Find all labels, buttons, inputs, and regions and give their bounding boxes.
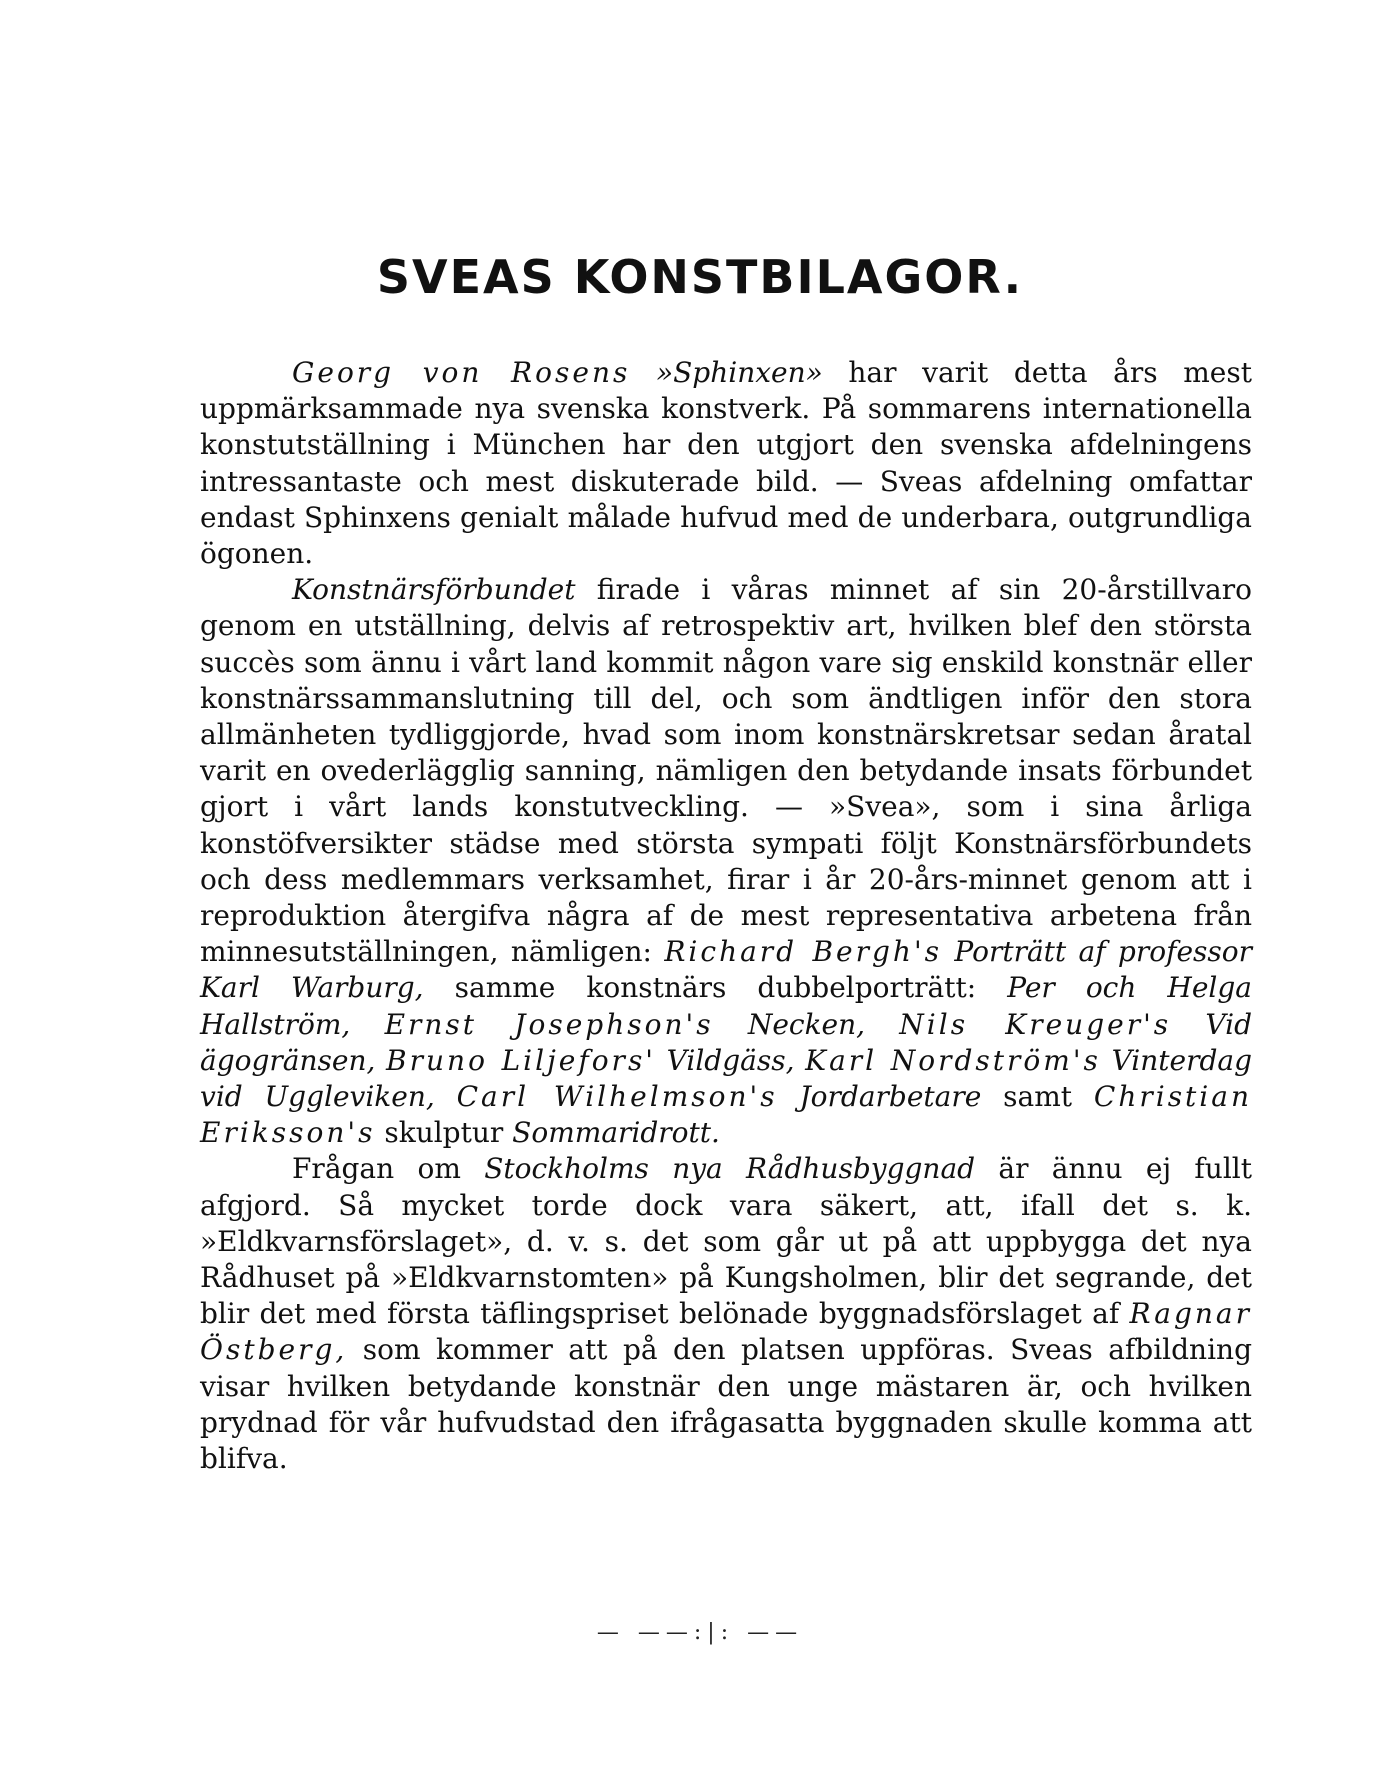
building-name: Stockholms nya Rådhusbyggnad: [484, 1152, 976, 1186]
artist-name: Christian Eriksson's: [200, 1080, 1252, 1150]
artwork-title: »Sphinxen»: [655, 356, 823, 389]
artist-name: Carl Wilhelmson's: [456, 1080, 778, 1114]
paragraph-text: har varit detta års mest uppmärksammade nya svenska konstverk. På sommarens internationella konstutställning i München har den utgjort den svenska afdelningens intressantaste och mest diskuterade bild. — Sveas afdelning omfattar endast Sphinxens genialt målade hufvud med de underbara, outgrundliga ögonen.: [200, 356, 1252, 571]
artwork-title: Vildgäss,: [666, 1043, 795, 1077]
paragraph-text: firade i våras minnet af sin 20-årstillvaro genom en utställning, delvis af retrospektiv art, hvilken blef den största succès som ännu i vårt land kommit någon vare sig enskild konstnär eller konstnärssammanslutning till del, och som ändtligen inför den stora allmänheten tydliggjorde, hvad som inom konstnärskretsar sedan åratal varit en ovederlägglig sanning, nämligen den betydande insats förbundet gjort i vårt lands konstutveckling. — »Svea», som i sina årliga konstöfversikter städse med största sympati följt Konstnärsförbundets och dess medlemmars verksamhet, firar i år 20-års-minnet genom att i reproduktion återgifva några af de mest representativa arbetena från minnesutställningen, nämligen:: [200, 573, 1252, 969]
section-ornament: — ——:|: ——: [596, 1620, 804, 1645]
paragraph-konstnarsforbundet: [200, 572, 1252, 1151]
paragraph-text: samme konstnärs dubbelporträtt:: [423, 971, 1008, 1005]
artwork-title: Vinterdag vid Uggleviken,: [200, 1043, 1253, 1114]
artwork-title: Sommaridrott.: [512, 1116, 720, 1150]
paragraph-text: är ännu ej fullt afgjord. Så mycket torde dock vara säkert, att, ifall det s. k. »Eldkvarnsförslaget», d. v. s. det som går ut på att uppbygga det nya Rådhuset på »Eldkvarnstomten» på Kungsholmen, blir det segrande, det blir det med första täflingspriset belönade byggnadsförslaget af: [200, 1152, 1252, 1331]
paragraph-text: samt: [981, 1080, 1094, 1114]
paragraph-text: som kommer att på den platsen uppföras. Sveas afbildning visar hvilken betydande konstnär den unge mästaren är, och hvilken prydnad för vår hufvudstad den ifrågasatta byggnaden skulle komma att blifva.: [200, 1333, 1252, 1476]
artwork-title: Per och Helga Hallström,: [200, 971, 1252, 1041]
artist-name: Ernst Josephson's: [384, 1007, 714, 1041]
artist-name: Nils Kreuger's: [899, 1007, 1172, 1041]
organization-name: Konstnärsförbundet: [292, 573, 576, 607]
page-title: SVEAS KONSTBILAGOR.: [376, 250, 1024, 304]
artist-name: Bruno Liljefors': [386, 1043, 657, 1077]
architect-name: Ragnar Östberg,: [200, 1297, 1252, 1367]
artwork-title: Vid ägogränsen,: [200, 1007, 1252, 1077]
artist-name: Richard Bergh's: [664, 935, 943, 969]
paragraph-text: skulptur: [375, 1116, 513, 1150]
paragraph-sphinxen: [200, 355, 1252, 572]
article-body: [200, 355, 1252, 1477]
paragraph-radhus: [200, 1151, 1252, 1477]
artwork-title: Porträtt af professor Karl Warburg,: [200, 935, 1253, 1005]
paragraph-text: Frågan om: [292, 1152, 485, 1186]
artist-name: Karl Nordström's: [805, 1043, 1101, 1077]
artwork-title: Necken,: [747, 1007, 866, 1041]
artwork-title: Jordarbetare: [799, 1080, 982, 1114]
artist-name: Georg von Rosens: [292, 356, 631, 389]
